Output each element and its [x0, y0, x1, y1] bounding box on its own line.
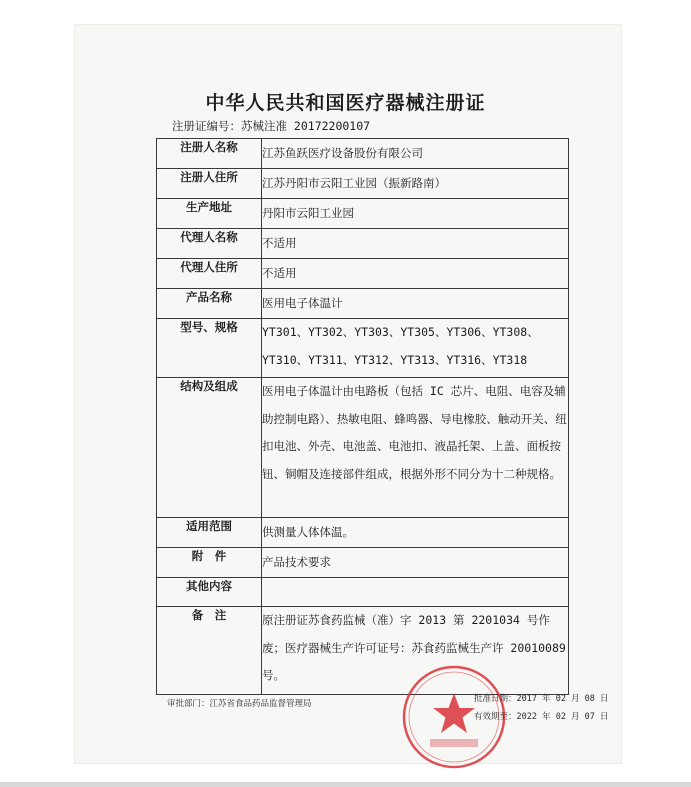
table-row: [157, 199, 569, 229]
table-row: [157, 289, 569, 319]
table-row: [157, 259, 569, 289]
row-value: 产品技术要求: [262, 548, 569, 578]
row-value: 不适用: [262, 259, 569, 289]
row-label: 代理人住所: [157, 259, 262, 289]
document-title: 中华人民共和国医疗器械注册证: [205, 92, 486, 114]
row-value: 原注册证苏食药监械（准）字 2013 第 2201034 号作废；医疗器械生产许可证号：苏食药监械生产许 20010089 号。: [262, 607, 569, 695]
table-row: [157, 229, 569, 259]
row-value: 不适用: [262, 229, 569, 259]
row-label: 备 注: [157, 607, 262, 695]
row-label: 注册人名称: [157, 139, 262, 169]
row-value: 医用电子体温计由电路板（包括 IC 芯片、电阻、电容及辅助控制电路）、热敏电阻、蜂鸣器、导电橡胶、触动开关、纽扣电池、外壳、电池盖、电池扣、液晶托架、上盖、面板按钮、铜帽及连接部件组成，根据外形不同分为十二种规格。: [262, 378, 569, 518]
row-value: YT301、YT302、YT303、YT305、YT306、YT308、YT310、YT311、YT312、YT313、YT316、YT318: [262, 319, 569, 378]
table-row: [157, 578, 569, 607]
row-label: 附 件: [157, 548, 262, 578]
approval-date: 批准日期：2017 年 02 月 08 日: [474, 694, 609, 704]
table-row: [157, 139, 569, 169]
certificate-table: [156, 138, 569, 695]
table-row: [157, 548, 569, 578]
table-row: [157, 518, 569, 548]
row-label: 结构及组成: [157, 378, 262, 518]
table-row: [157, 319, 569, 378]
row-value: 医用电子体温计: [262, 289, 569, 319]
row-label: 其他内容: [157, 578, 262, 607]
registration-number: 注册证编号：苏械注准 20172200107: [172, 119, 371, 133]
table-row: [157, 169, 569, 199]
row-value: 供测量人体体温。: [262, 518, 569, 548]
row-label: 代理人名称: [157, 229, 262, 259]
row-label: 适用范围: [157, 518, 262, 548]
row-value: [262, 578, 569, 607]
scan-bottom-edge: [0, 782, 691, 787]
valid-until-date: 有效期至：2022 年 02 月 07 日: [474, 712, 609, 722]
row-label: 注册人住所: [157, 169, 262, 199]
row-label: 产品名称: [157, 289, 262, 319]
date-block: [474, 690, 609, 726]
row-label: 生产地址: [157, 199, 262, 229]
table-row: [157, 378, 569, 518]
row-value: 江苏丹阳市云阳工业园（振新路南）: [262, 169, 569, 199]
row-label: 型号、规格: [157, 319, 262, 378]
row-value: 江苏鱼跃医疗设备股份有限公司: [262, 139, 569, 169]
row-value: 丹阳市云阳工业园: [262, 199, 569, 229]
approval-department: 审批部门：江苏省食品药品监督管理局: [167, 699, 312, 709]
